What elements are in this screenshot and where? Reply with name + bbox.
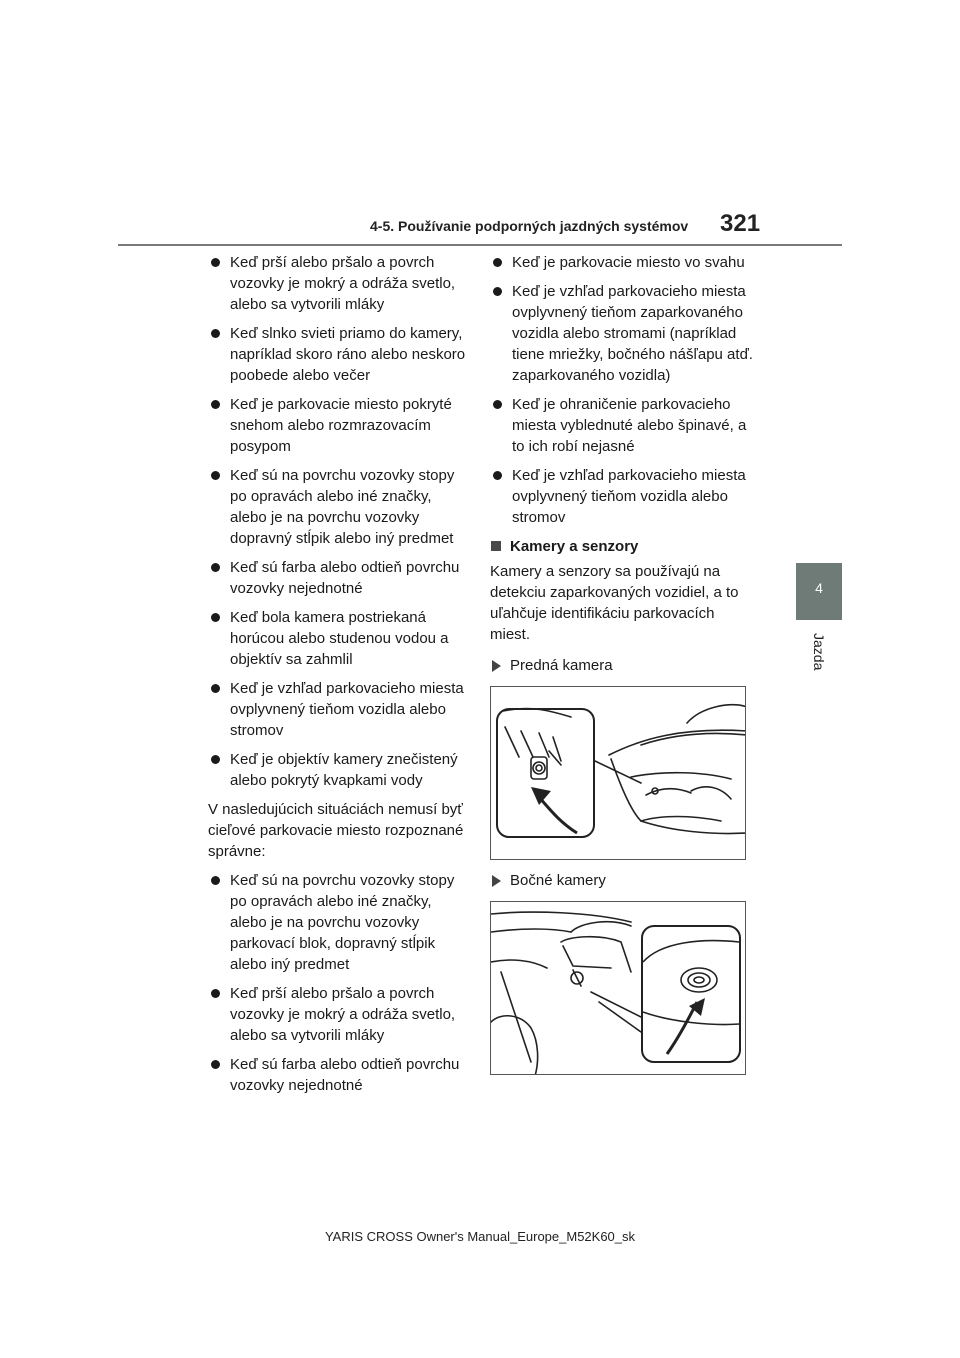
condition-bullet-text: Keď sú farba alebo odtieň povrchu vozovky nejednotné	[230, 559, 460, 597]
condition-bullet-text: Keď je objektív kamery znečistený alebo pokrytý kvapkami vody	[230, 751, 458, 789]
condition-bullet-text: Keď je vzhľad parkovacieho miesta ovplyvnený tieňom vozidla alebo stromov	[230, 680, 464, 739]
bullet-dot-icon	[211, 563, 220, 572]
intro-paragraph: V nasledujúcich situáciách nemusí byť cieľové parkovacie miesto rozpoznané správne:	[208, 801, 464, 860]
section-heading	[490, 536, 755, 557]
misrecognition-bullet-text: Keď prší alebo pršalo a povrch vozovky je mokrý a odráža svetlo, alebo sa vytvorili mláky	[230, 985, 456, 1044]
condition-bullet-item	[208, 749, 470, 791]
bullet-dot-icon	[211, 258, 220, 267]
condition-bullet-item	[208, 678, 470, 741]
running-header-title: 4-5. Používanie podporných jazdných systémov	[370, 218, 689, 234]
condition-bullet-text: Keď je ohraničenie parkovacieho miesta vyblednuté alebo špinavé, a to ich robí nejasné	[512, 396, 747, 455]
condition-bullet-item	[208, 394, 470, 457]
square-marker-icon	[491, 541, 501, 551]
condition-bullet-item	[490, 465, 755, 528]
side-camera-illustration	[490, 901, 746, 1075]
bullet-dot-icon	[211, 613, 220, 622]
side-camera-item	[490, 870, 755, 891]
bullet-list-conditions-cont	[490, 252, 755, 528]
condition-bullet-item	[208, 607, 470, 670]
condition-bullet-text: Keď je vzhľad parkovacieho miesta ovplyvnený tieňom vozidla alebo stromov	[512, 467, 746, 526]
bullet-dot-icon	[211, 684, 220, 693]
condition-bullet-item	[208, 557, 470, 599]
left-column	[208, 252, 470, 1104]
bullet-dot-icon	[493, 400, 502, 409]
chapter-label: Jazda	[811, 633, 827, 671]
front-camera-item	[490, 655, 755, 676]
condition-bullet-text: Keď je parkovacie miesto vo svahu	[512, 254, 745, 271]
header-divider	[118, 244, 842, 246]
chapter-tab: 4	[796, 563, 842, 620]
bullet-dot-icon	[211, 989, 220, 998]
bullet-dot-icon	[211, 471, 220, 480]
side-camera-label: Bočné kamery	[510, 872, 606, 889]
condition-bullet-text: Keď slnko svieti priamo do kamery, napríklad skoro ráno alebo neskoro poobede alebo večer	[230, 325, 466, 384]
right-column	[490, 252, 755, 1075]
bullet-dot-icon	[211, 1060, 220, 1069]
front-camera-drawing	[491, 687, 746, 860]
bullet-dot-icon	[493, 258, 502, 267]
triangle-marker-icon	[492, 875, 501, 887]
misrecognition-bullet-item	[208, 1054, 470, 1096]
condition-bullet-text: Keď je parkovacie miesto pokryté snehom alebo rozmrazovacím posypom	[230, 396, 452, 455]
condition-bullet-text: Keď bola kamera postriekaná horúcou alebo studenou vodou a objektív sa zahmlil	[230, 609, 449, 668]
condition-bullet-item	[490, 394, 755, 457]
condition-bullet-text: Keď prší alebo pršalo a povrch vozovky je mokrý a odráža svetlo, alebo sa vytvorili mláky	[230, 254, 456, 313]
condition-bullet-item	[208, 252, 470, 315]
bullet-dot-icon	[211, 400, 220, 409]
section-heading-text: Kamery a senzory	[510, 538, 639, 555]
bullet-dot-icon	[211, 876, 220, 885]
condition-bullet-text: Keď je vzhľad parkovacieho miesta ovplyvnený tieňom zaparkovaného vozidla alebo stromami (napríklad tiene mriežky, bočného nášľapu atď. zaparkovaného vozidla)	[512, 283, 753, 384]
condition-bullet-item	[208, 323, 470, 386]
bullet-dot-icon	[211, 755, 220, 764]
condition-bullet-item	[490, 252, 755, 273]
front-camera-label: Predná kamera	[510, 657, 613, 674]
section-text: Kamery a senzory sa používajú na detekciu zaparkovaných vozidiel, a to uľahčuje identifikáciu parkovacích miest.	[490, 563, 739, 643]
triangle-marker-icon	[492, 660, 501, 672]
condition-bullet-text: Keď sú na povrchu vozovky stopy po opravách alebo iné značky, alebo je na povrchu vozovky dopravný stĺpik alebo iný predmet	[230, 467, 455, 547]
misrecognition-bullet-item	[208, 870, 470, 975]
misrecognition-bullet-text: Keď sú na povrchu vozovky stopy po opravách alebo iné značky, alebo je na povrchu vozovky parkovací blok, dopravný stĺpik alebo iný predmet	[230, 872, 455, 973]
bullet-list-misrecognition	[208, 870, 470, 1096]
misrecognition-bullet-text: Keď sú farba alebo odtieň povrchu vozovky nejednotné	[230, 1056, 460, 1094]
misrecognition-bullet-item	[208, 983, 470, 1046]
condition-bullet-item	[208, 465, 470, 549]
bullet-dot-icon	[493, 287, 502, 296]
bullet-dot-icon	[211, 329, 220, 338]
footer-text: YARIS CROSS Owner's Manual_Europe_M52K60_sk	[324, 1229, 636, 1244]
bullet-dot-icon	[493, 471, 502, 480]
side-camera-drawing	[491, 902, 746, 1075]
condition-bullet-item	[490, 281, 755, 386]
bullet-list-conditions	[208, 252, 470, 791]
page-number: 321	[720, 210, 761, 237]
front-camera-illustration	[490, 686, 746, 860]
